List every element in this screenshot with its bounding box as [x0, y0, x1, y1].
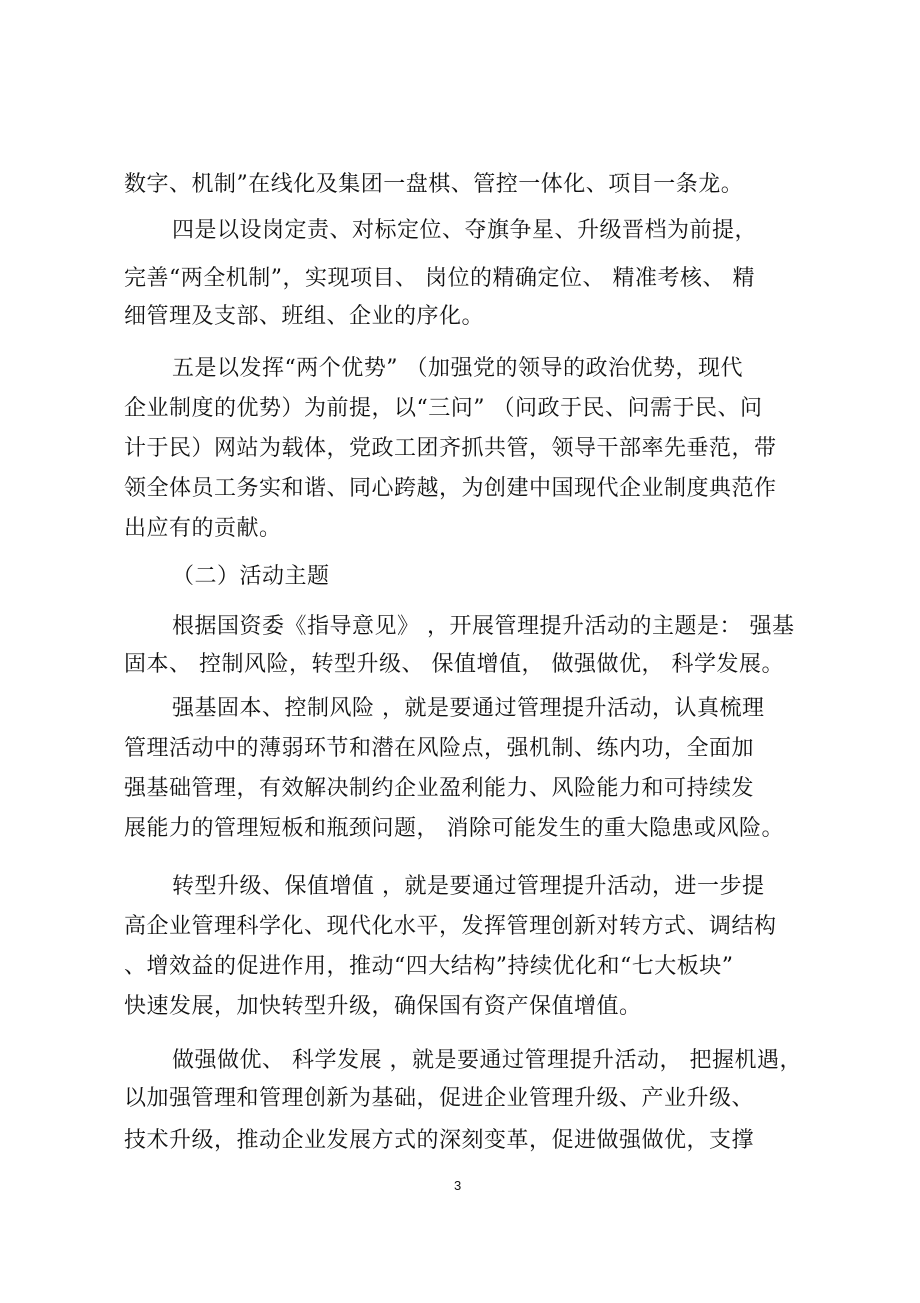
text-line-6: 企业制度的优势）为前提，以“三问” （问政于民、问需于民、问	[124, 396, 763, 421]
text-line-21: 做强做优、 科学发展 ，就是要通过管理提升活动， 把握机遇，	[172, 1048, 802, 1073]
text-line-8: 领全体员工务实和谐、同心跨越，为创建中国现代企业制度典范作	[124, 476, 777, 501]
text-line-13: 强基固本、控制风险 ，就是要通过管理提升活动，认真梳理	[172, 696, 765, 721]
text-line-5: 五是以发挥“两个优势” （加强党的领导的政治优势，现代	[172, 356, 743, 381]
text-line-7: 计于民）网站为载体，党政工团齐抓共管，领导干部率先垂范，带	[124, 436, 777, 461]
text-line-3: 完善“两全机制”，实现项目、 岗位的精确定位、 精准考核、 精	[124, 266, 755, 291]
text-line-23: 技术升级，推动企业发展方式的深刻变革，促进做强做优，支撑	[124, 1128, 755, 1153]
text-line-18: 高企业管理科学化、现代化水平，发挥管理创新对转方式、调结构	[124, 914, 777, 939]
text-line-12: 固本、 控制风险，转型升级、 保值增值， 做强做优， 科学发展。	[124, 652, 784, 677]
text-line-2: 四是以设岗定责、对标定位、夺旗争星、升级晋档为前提，	[172, 218, 758, 243]
text-line-19: 、增效益的促进作用，推动“四大结构”持续优化和“七大板块”	[124, 954, 734, 979]
text-line-22: 以加强管理和管理创新为基础，促进企业管理升级、产业升级、	[124, 1086, 755, 1111]
text-line-16: 展能力的管理短板和瓶颈问题， 消除可能发生的重大隐患或风险。	[124, 816, 784, 841]
section-heading: （二）活动主题	[172, 564, 330, 589]
page-number: 3	[454, 1178, 462, 1193]
text-line-9: 出应有的贡献。	[124, 516, 282, 541]
text-line-20: 快速发展，加快转型升级，确保国有资产保值增值。	[124, 994, 642, 1019]
text-line-15: 强基础管理，有效解决制约企业盈利能力、风险能力和可持续发	[124, 776, 755, 801]
text-line-4: 细管理及支部、班组、企业的序化。	[124, 304, 485, 329]
text-line-11: 根据国资委《指导意见》 ，开展管理提升活动的主题是： 强基	[172, 614, 795, 639]
text-line-1: 数字、机制”在线化及集团一盘棋、管控一体化、项目一条龙。	[124, 172, 744, 197]
text-line-14: 管理活动中的薄弱环节和潜在风险点，强机制、练内功，全面加	[124, 736, 755, 761]
text-line-17: 转型升级、保值增值 ，就是要通过管理提升活动，进一步提	[172, 874, 765, 899]
